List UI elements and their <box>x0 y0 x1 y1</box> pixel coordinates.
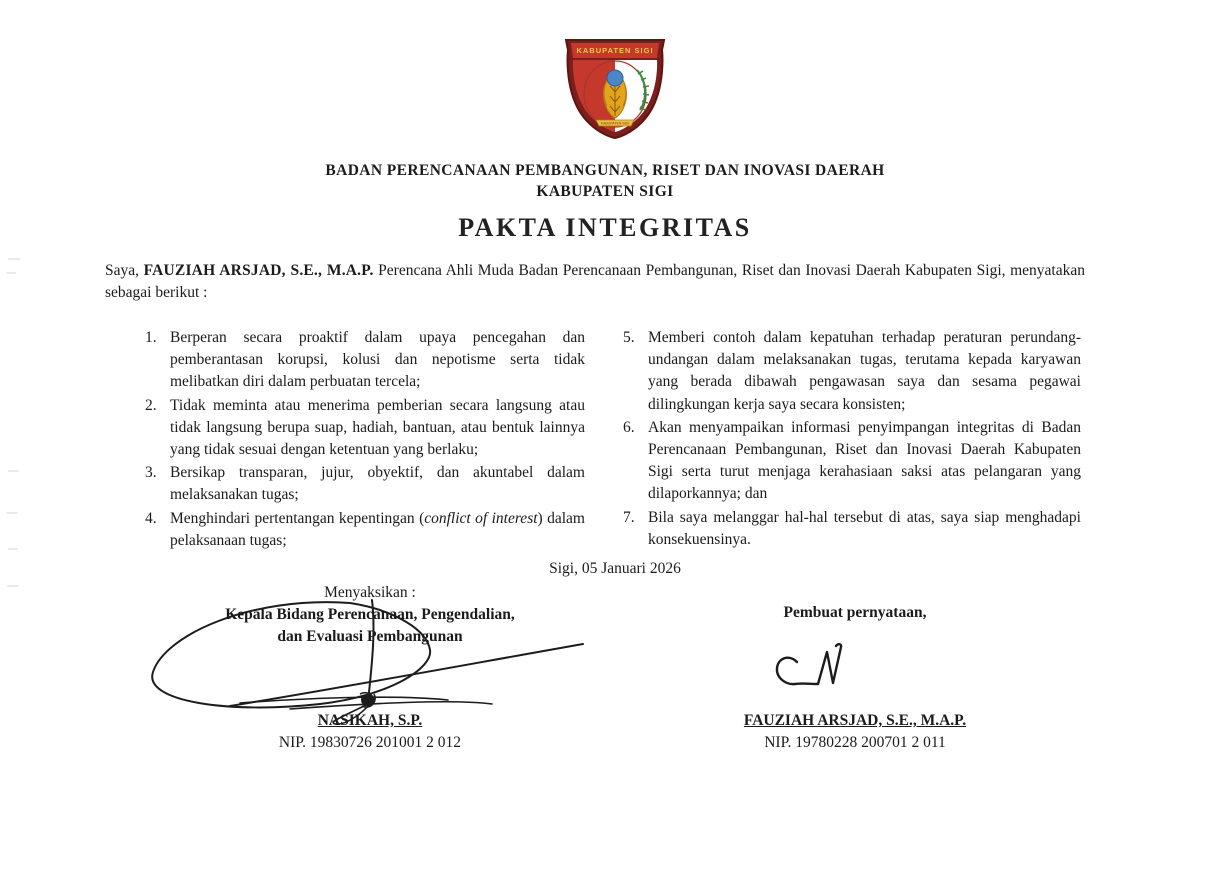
witness-name: NASIKAH, S.P. <box>317 712 423 729</box>
list-item-text: Bersikap transparan, jujur, obyektif, dan akuntabel dalam melaksanakan tugas; <box>170 464 585 504</box>
list-item <box>145 327 585 394</box>
list-item-number: 3. <box>145 464 157 482</box>
svg-text:KABUPATEN SIGI: KABUPATEN SIGI <box>576 46 654 55</box>
scan-artifact <box>8 548 18 550</box>
witness-nip: NIP. 19830726 201001 2 012 <box>278 734 462 751</box>
org-header <box>0 160 1210 202</box>
list-item-text: Menghindari pertentangan kepentingan (conflict of interest) dalam pelaksanaan tugas; <box>170 509 585 549</box>
witness-label: Menyaksikan : <box>324 584 416 601</box>
list-column-right <box>623 327 1081 552</box>
list-column-left <box>145 327 585 553</box>
kabupaten-sigi-crest-logo <box>558 36 672 140</box>
scan-artifact <box>7 585 19 587</box>
list-item-number: 5. <box>623 329 635 346</box>
list-item <box>623 327 1081 416</box>
list-item-text: Bila saya melanggar hal-hal tersebut di atas, saya siap menghadapi konsekuensinya. <box>648 508 1081 548</box>
opening-rest: Perencana Ahli Muda Badan Perencanaan Pembangunan, Riset dan Inovasi Daerah Kabupaten Sigi, menyatakan sebagai berikut : <box>105 262 1085 301</box>
list-item <box>145 462 585 506</box>
witness-title-line2: dan Evaluasi Pembangunan <box>277 628 463 645</box>
list-item-number: 2. <box>145 396 157 414</box>
org-name-line1: BADAN PERENCANAAN PEMBANGUNAN, RISET DAN INOVASI DAERAH <box>325 162 885 179</box>
scan-artifact <box>6 512 18 514</box>
list-item <box>145 508 585 552</box>
list-item-text: Berperan secara proaktif dalam upaya pencegahan dan pemberantasan korupsi, kolusi dan nepotisme serta tidak melibatkan diri dalam perbuatan tercela; <box>170 329 585 391</box>
list-item-number: 1. <box>145 329 157 346</box>
list-item <box>623 507 1081 551</box>
org-name-line2: KABUPATEN SIGI <box>536 183 674 200</box>
list-item-text: Akan menyampaikan informasi penyimpangan integritas di Badan Perencanaan Pembangunan, Riset dan Inovasi Daerah Kabupaten Sigi serta turut menjaga kerahasiaan saksi atas pelangaran yang dilaporkannya; dan <box>648 418 1081 503</box>
page-title: PAKTA INTEGRITAS <box>458 213 752 242</box>
scan-artifact <box>6 272 16 274</box>
witness-title-line1: Kepala Bidang Perencanaan, Pengendalian, <box>225 606 515 623</box>
list-item-number: 6. <box>623 418 635 436</box>
opening-prefix: Saya, <box>105 262 144 279</box>
declarant-nip: NIP. 19780228 200701 2 011 <box>764 734 946 751</box>
list-item-number: 7. <box>623 508 635 526</box>
list-item <box>623 417 1081 506</box>
scan-artifact <box>8 258 20 260</box>
list-item-text: Tidak meminta atau menerima pemberian secara langsung atau tidak langsung berupa suap, hadiah, bantuan, atau bentuk lainnya yang tidak sesuai dengan ketentuan yang berlaku; <box>170 396 585 459</box>
svg-text:KABUPATEN SIGI: KABUPATEN SIGI <box>600 121 630 126</box>
declarant-signature-icon <box>745 642 855 697</box>
crest-icon <box>558 36 672 140</box>
opening-paragraph <box>105 260 1085 304</box>
declarant-signature <box>745 642 855 697</box>
list-item-number: 4. <box>145 509 157 527</box>
declarant-name-inline: FAUZIAH ARSJAD, S.E., M.A.P. <box>143 262 374 279</box>
witness-identity <box>150 710 590 754</box>
list-item-text: Memberi contoh dalam kepatuhan terhadap peraturan perundang-undangan dalam melaksanakan tugas, terutama kepada karyawan yang berada dibawah pengawasan saya dan sesama pegawai dilingkungan kerja saya secara konsisten; <box>648 329 1081 413</box>
scan-artifact <box>8 470 19 472</box>
date-line: Sigi, 05 Januari 2026 <box>549 560 681 577</box>
declarant-name: FAUZIAH ARSJAD, S.E., M.A.P. <box>743 712 967 729</box>
list-item <box>145 395 585 462</box>
declarant-identity <box>660 710 1050 754</box>
declarant-label: Pembuat pernyataan, <box>783 604 927 621</box>
